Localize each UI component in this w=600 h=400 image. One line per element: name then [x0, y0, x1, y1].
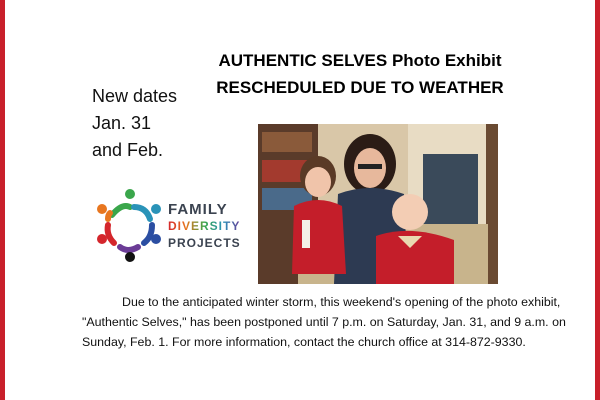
- title-line-2: RESCHEDULED DUE TO WEATHER: [216, 78, 504, 97]
- title-line-1: AUTHENTIC SELVES Photo Exhibit: [218, 51, 502, 70]
- announcement-text: Due to the anticipated winter storm, this weekend's opening of the photo exhibit, "Authentic Selves," has been postponed until 7 p.m. on Saturday, Jan. 31, and 9 a.m. on Sunday, Feb. 1. For more information, contact the church office at 314-872-9330.: [82, 295, 566, 349]
- dates-line-3: and Feb.: [92, 140, 164, 160]
- dates-line-1: New dates: [92, 86, 178, 106]
- logo-word-projects: PROJECTS: [168, 236, 241, 250]
- logo-wordmark: [168, 201, 241, 252]
- family-diversity-projects-logo: [92, 185, 252, 270]
- logo-word-family: FAMILY: [168, 201, 228, 218]
- logo-word-diversity: DIVERSITY: [168, 219, 241, 233]
- exhibit-title: [200, 47, 520, 101]
- family-photo-image: [258, 124, 498, 284]
- people-circle-logo-icon: [92, 185, 168, 265]
- dates-line-2: Jan. 31: [92, 113, 152, 133]
- family-photo: [258, 124, 498, 284]
- new-dates-block: [92, 83, 212, 164]
